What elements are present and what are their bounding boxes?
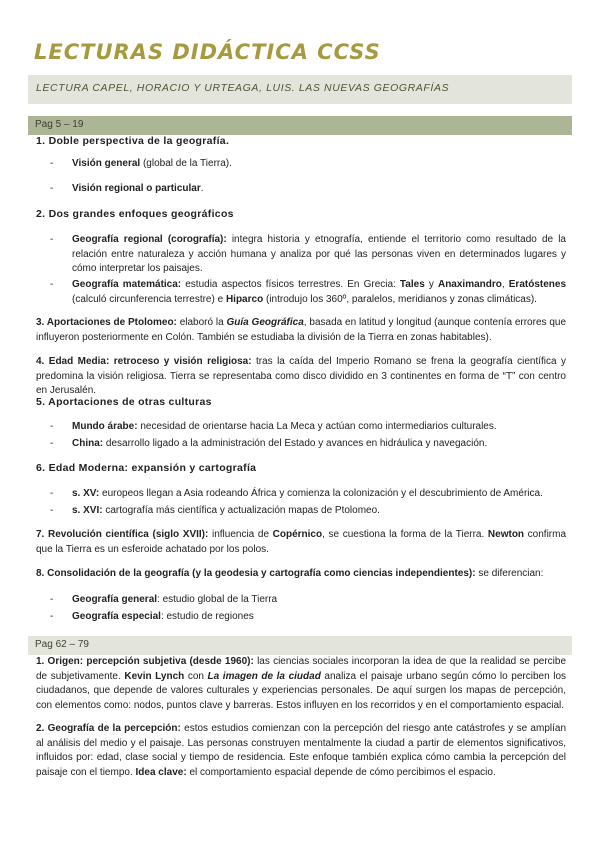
paragraph-text: tras la caída del Imperio Romano se frena la geografía científica y predomina la visión religiosa. Tierra se representaba como disco dividido en 3 continentes en forma de “T” con centro en Jerusalén. bbox=[36, 356, 566, 396]
subtitle-band bbox=[28, 75, 572, 104]
heading-5: 5. Aportaciones de otras culturas bbox=[36, 396, 212, 408]
dash-marker: - bbox=[50, 594, 54, 605]
bullet-desc: (calculó circunferencia terrestre) e bbox=[72, 293, 226, 305]
bullet-term: Visión regional o particular bbox=[72, 183, 201, 194]
heading-2: 2. Dos grandes enfoques geográficos bbox=[36, 208, 234, 220]
paragraph-heading: 3. Aportaciones de Ptolomeo: bbox=[36, 317, 177, 328]
bullet-term: Geografía general bbox=[72, 594, 158, 605]
bullet-text bbox=[72, 487, 566, 502]
paragraph-text: elaboró la bbox=[176, 317, 227, 328]
dash-marker: - bbox=[50, 183, 54, 194]
bullet-term: Mundo árabe: bbox=[72, 421, 138, 432]
reading-subtitle: LECTURA CAPEL, HORACIO Y URTEAGA, LUIS. LAS NUEVAS GEOGRAFÍAS bbox=[36, 82, 450, 94]
bullet-desc: . bbox=[200, 183, 204, 194]
bullet-text bbox=[72, 182, 566, 197]
paragraph-7 bbox=[36, 528, 566, 557]
dash-marker: - bbox=[50, 158, 54, 169]
bullet-term: Geografía regional (corografía): bbox=[72, 234, 227, 245]
bullet-text bbox=[72, 420, 566, 435]
name-hiparco: Hiparco bbox=[225, 293, 264, 305]
section-label: Pag 5 – 19 bbox=[35, 119, 84, 130]
bullet-desc: (introdujo los 360º, paralelos, meridianos y zonas climáticas). bbox=[263, 293, 537, 305]
paragraph-text: con bbox=[184, 670, 208, 682]
bullet-text bbox=[72, 157, 566, 172]
section-label: Pag 62 – 79 bbox=[35, 639, 89, 650]
paragraph-heading: 8. Consolidación de la geografía (y la geodesia y cartografía como ciencias independientes): bbox=[36, 568, 476, 579]
book-title: Guía Geográfica bbox=[226, 317, 304, 328]
bullet-desc: : estudio global de la Tierra bbox=[157, 594, 278, 605]
paragraph-geografia-percepcion bbox=[36, 722, 566, 780]
page-title: LECTURAS DIDÁCTICA CCSS bbox=[34, 40, 381, 64]
bullet-text bbox=[72, 437, 566, 452]
bullet-desc: necesidad de orientarse hacia La Meca y actúan como intermediarios culturales. bbox=[137, 421, 497, 432]
dash-marker: - bbox=[50, 234, 54, 245]
paragraph-heading: 2. Geografía de la percepción: bbox=[36, 723, 181, 734]
bullet-desc: cartografía más científica y actualización mapas de Ptolomeo. bbox=[102, 505, 380, 516]
bullet-desc: integra historia y etnografía, entiende el territorio como resultado de la relación entre naturaleza y acción humana y analiza por qué las personas viven en determinados lugares y cómo interpretar los paisajes. bbox=[72, 234, 566, 274]
name-newton: Newton bbox=[487, 529, 525, 540]
bullet-term: Geografía matemática: bbox=[72, 279, 182, 290]
name-eratostenes: Eratóstenes bbox=[508, 279, 567, 290]
paragraph-text: , basada en latitud y longitud (aunque contenía errores que influyeron posteriormente en Colón. También se estudiaba la división de la Tierra en zonas habitables). bbox=[36, 317, 567, 343]
paragraph-8 bbox=[36, 567, 566, 582]
bullet-term: s. XV: bbox=[72, 488, 100, 499]
paragraph-text: analiza el paisaje urbano según cómo lo perciben los ciudadanos, que depende de valores culturales y experiencias personales. De aquí surgen los mapas de percepción, con elementos como: nodos, puntos clave y barreras. Estos influyen en los recorridos y en el comportamiento espacial. bbox=[36, 670, 567, 711]
paragraph-text: se diferencian: bbox=[475, 568, 544, 579]
bullet-desc: europeos llegan a Asia rodeando África y comienza la colonización y el descubrimiento de América. bbox=[99, 488, 543, 499]
bullet-desc: , bbox=[501, 279, 509, 290]
section-bar-pages-5-19 bbox=[28, 116, 572, 135]
bullet-text bbox=[72, 610, 566, 625]
bullet-term: Visión general bbox=[72, 158, 141, 169]
bullet-desc: (global de la Tierra). bbox=[140, 158, 232, 169]
bullet-desc: : estudio de regiones bbox=[160, 611, 254, 622]
dash-marker: - bbox=[50, 505, 54, 516]
heading-6: 6. Edad Moderna: expansión y cartografía bbox=[36, 462, 257, 474]
bullet-text bbox=[72, 233, 566, 277]
paragraph-heading: 4. Edad Media: retroceso y visión religiosa: bbox=[36, 356, 252, 367]
paragraph-3 bbox=[36, 316, 566, 345]
bullet-term: Geografía especial bbox=[72, 611, 161, 622]
bullet-term: s. XVI: bbox=[72, 505, 103, 516]
bullet-text bbox=[72, 504, 566, 519]
bullet-desc: desarrollo ligado a la administración del Estado y avances en hidráulica y navegación. bbox=[103, 438, 488, 449]
book-title: La imagen de la ciudad bbox=[207, 670, 321, 682]
name-anaximandro: Anaximandro bbox=[437, 279, 502, 290]
paragraph-text: las ciencias sociales incorporan la idea de que la realidad se percibe de subjetivamente. bbox=[36, 656, 566, 682]
key-idea-label: Idea clave: bbox=[135, 766, 187, 778]
paragraph-heading: 7. Revolución científica (siglo XVII): bbox=[36, 529, 209, 540]
bullet-text bbox=[72, 278, 566, 307]
dash-marker: - bbox=[50, 438, 54, 449]
paragraph-text: influencia de bbox=[208, 529, 273, 540]
dash-marker: - bbox=[50, 421, 54, 432]
paragraph-text: , se cuestiona la forma de la Tierra. bbox=[322, 529, 488, 540]
name-tales: Tales bbox=[399, 279, 425, 290]
bullet-desc: estudia aspectos físicos terrestres. En Grecia: bbox=[181, 279, 400, 290]
name-kevin-lynch: Kevin Lynch bbox=[124, 670, 185, 682]
dash-marker: - bbox=[50, 279, 54, 290]
section-bar-pages-62-79 bbox=[28, 636, 572, 655]
paragraph-heading: 1. Origen: percepción subjetiva (desde 1960): bbox=[36, 656, 254, 667]
paragraph-text: estos estudios comienzan con la percepción del riesgo ante catástrofes y se amplían al análisis del medio y el paisaje. Las personas construyen mentalmente la ciudad a partir de elementos significativos, influidos por: edad, clase social y tiempo de residencia. Este enfoque también explica cómo cambia la percepción del paisaje con el tiempo. bbox=[36, 723, 566, 778]
bullet-text bbox=[72, 593, 566, 608]
paragraph-text: confirma que la Tierra es un esferoide achatado por los polos. bbox=[36, 529, 567, 555]
dash-marker: - bbox=[50, 611, 54, 622]
bullet-desc: y bbox=[424, 279, 438, 290]
heading-1: 1. Doble perspectiva de la geografía. bbox=[36, 135, 230, 147]
paragraph-text: el comportamiento espacial depende de cómo percibimos el espacio. bbox=[186, 766, 496, 778]
paragraph-origen bbox=[36, 655, 566, 713]
paragraph-4 bbox=[36, 355, 566, 399]
name-copernico: Copérnico bbox=[272, 529, 323, 540]
bullet-term: China: bbox=[72, 438, 104, 449]
dash-marker: - bbox=[50, 488, 54, 499]
